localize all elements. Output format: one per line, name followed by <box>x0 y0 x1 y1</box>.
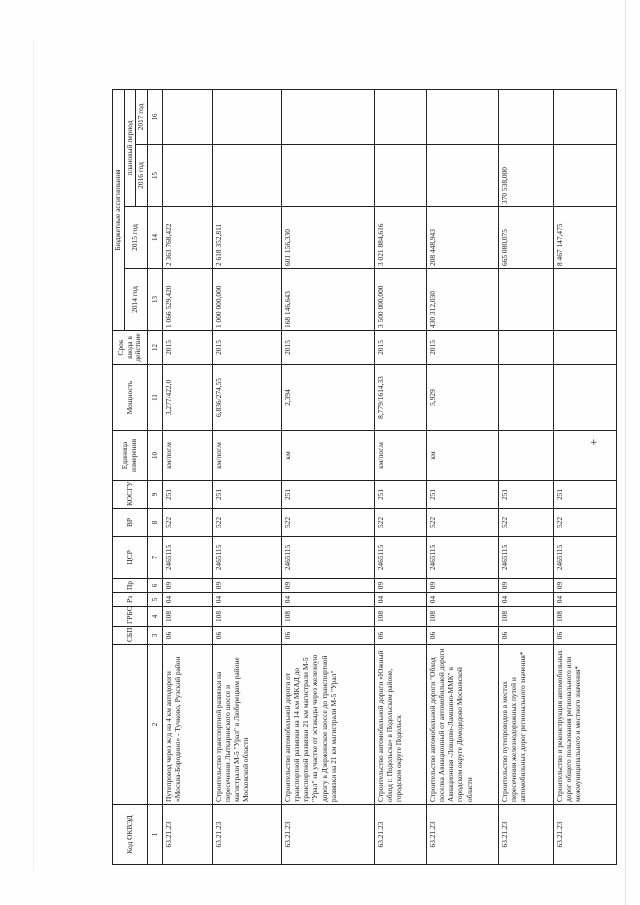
vr-cell: 522 <box>374 509 426 537</box>
code-cell: 63.21.23 <box>426 805 498 865</box>
header-unit: Единица измерения <box>113 431 148 481</box>
header-commissioning: Срок ввода в действие <box>113 331 148 365</box>
colnum: 14 <box>147 207 162 269</box>
vr-cell: 522 <box>498 509 553 537</box>
header-2016: 2016 год <box>136 145 148 207</box>
header-name <box>113 645 148 805</box>
kosgu-cell: 251 <box>426 481 498 509</box>
commissioning-cell: 2015 <box>162 331 212 365</box>
budget-2014-cell: 1 000 000,000 <box>212 269 281 331</box>
header-2014: 2014 год <box>124 269 147 331</box>
budget-2016-cell: 370 538,000 <box>498 145 553 207</box>
colnum: 2 <box>147 645 162 805</box>
object-name-cell: Строительство автомобильной дороги «Южный обход г. Подольска» в Подольском районе, городском округе Подольск <box>374 645 426 805</box>
commissioning-cell: 2015 <box>426 331 498 365</box>
pr-cell: 09 <box>553 579 616 593</box>
budget-2017-cell <box>426 90 498 145</box>
colnum: 6 <box>147 579 162 593</box>
capacity-cell: 3,277/422,0 <box>162 365 212 431</box>
rz-cell: 04 <box>162 593 212 607</box>
object-name-cell: Строительство автомобильной дороги от транспортной развязки на 14 км МКАД до транспортной развязки 21 км магистрали М-5 "Урал" на участке от эстакады через железную дорогу в Дзержинское шоссе до транспортной развязки на 21 км магистрали М-5 "Урал" <box>281 645 374 805</box>
colnum: 7 <box>147 537 162 579</box>
rz-cell: 04 <box>553 593 616 607</box>
budget-2017-cell <box>374 90 426 145</box>
header-kosgu: КОСГУ <box>113 481 148 509</box>
object-name-cell: Строительство путепроводов в местах пересечения железнодорожных путей и автомобильных дорог регионального значения* <box>498 645 553 805</box>
code-cell: 63.21.23 <box>374 805 426 865</box>
table-row <box>426 90 498 865</box>
budget-2015-cell: 3 021 884,616 <box>374 207 426 269</box>
budget-2014-cell <box>553 269 616 331</box>
commissioning-cell: 2015 <box>212 331 281 365</box>
budget-2015-cell: 208 448,943 <box>426 207 498 269</box>
header-code: Код ОКВЭД <box>113 805 148 865</box>
vr-cell: 522 <box>212 509 281 537</box>
table-body <box>162 90 616 865</box>
sbp-cell: 06 <box>498 627 553 645</box>
budget-2017-cell <box>281 90 374 145</box>
code-cell: 63.21.23 <box>498 805 553 865</box>
budget-2015-cell: 665 080,075 <box>498 207 553 269</box>
budget-2016-cell <box>212 145 281 207</box>
header-budget: Бюджетные ассигнования <box>113 90 125 331</box>
budget-2016-cell <box>374 145 426 207</box>
grbs-cell: 108 <box>374 607 426 627</box>
unit-cell: км <box>426 431 498 481</box>
budget-2014-cell <box>498 269 553 331</box>
budget-2015-cell: 2 363 768,422 <box>162 207 212 269</box>
budget-2014-cell: 1 066 529,420 <box>162 269 212 331</box>
commissioning-cell <box>553 331 616 365</box>
grbs-cell: 108 <box>162 607 212 627</box>
commissioning-cell: 2015 <box>374 331 426 365</box>
colnum: 15 <box>147 145 162 207</box>
code-cell: 63.21.23 <box>162 805 212 865</box>
colnum: 3 <box>147 627 162 645</box>
header-pr: Пр <box>113 579 148 593</box>
colnum: 4 <box>147 607 162 627</box>
capacity-cell: 5,929 <box>426 365 498 431</box>
header-rz: Рз <box>113 593 148 607</box>
budget-2014-cell: 168 146,643 <box>281 269 374 331</box>
pr-cell: 09 <box>281 579 374 593</box>
csr-cell: 2465115 <box>162 537 212 579</box>
capacity-cell <box>498 365 553 431</box>
vr-cell: 522 <box>553 509 616 537</box>
kosgu-cell: 251 <box>553 481 616 509</box>
kosgu-cell: 251 <box>281 481 374 509</box>
grbs-cell: 108 <box>498 607 553 627</box>
header-csr: ЦСР <box>113 537 148 579</box>
grbs-cell: 108 <box>212 607 281 627</box>
object-name-cell: Строительство автомобильной дороги "Обход поселка Авиационный от автомобильной дороги Авиационная -Ловцово-Ламшино-ММК" в городском округе Домодедово Московской области <box>426 645 498 805</box>
unit-cell: км/пог.м <box>374 431 426 481</box>
sbp-cell: 06 <box>374 627 426 645</box>
csr-cell: 2465115 <box>426 537 498 579</box>
budget-2017-cell <box>162 90 212 145</box>
colnum: 16 <box>147 90 162 145</box>
object-name-cell: Строительство и реконструкция автомобильных дорог общего пользования регионального или межмуниципального и местного значения* <box>553 645 616 805</box>
csr-cell: 2465115 <box>374 537 426 579</box>
unit-cell <box>553 431 616 481</box>
object-name-cell: Строительство транспортной развязки на пересечении Лыткаринского шоссе и магистрали М-5 "Урал" в Люберецком районе Московской области <box>212 645 281 805</box>
sbp-cell: 06 <box>162 627 212 645</box>
rz-cell: 04 <box>212 593 281 607</box>
pr-cell: 09 <box>162 579 212 593</box>
unit-cell <box>498 431 553 481</box>
budget-2015-cell: 8 467 147,475 <box>553 207 616 269</box>
vr-cell: 522 <box>162 509 212 537</box>
table-row <box>374 90 426 865</box>
capacity-cell: 2,394 <box>281 365 374 431</box>
kosgu-cell: 251 <box>498 481 553 509</box>
table-row <box>212 90 281 865</box>
budget-2016-cell <box>553 145 616 207</box>
budget-2017-cell <box>498 90 553 145</box>
header-2015: 2015 год <box>124 207 147 269</box>
rz-cell: 04 <box>281 593 374 607</box>
header-vr: ВР <box>113 509 148 537</box>
grbs-cell: 108 <box>553 607 616 627</box>
table-row <box>281 90 374 865</box>
budget-2014-cell: 3 500 000,000 <box>374 269 426 331</box>
table-row <box>553 90 616 865</box>
scan-mark: + <box>590 438 598 448</box>
unit-cell: км/пог.м <box>212 431 281 481</box>
commissioning-cell: 2015 <box>281 331 374 365</box>
capacity-cell <box>553 365 616 431</box>
rz-cell: 04 <box>498 593 553 607</box>
pr-cell: 09 <box>374 579 426 593</box>
sbp-cell: 06 <box>212 627 281 645</box>
budget-2016-cell <box>281 145 374 207</box>
sbp-cell: 06 <box>426 627 498 645</box>
kosgu-cell: 251 <box>212 481 281 509</box>
code-cell: 63.21.23 <box>553 805 616 865</box>
budget-2016-cell <box>162 145 212 207</box>
header-planned: плановый период <box>124 90 136 207</box>
colnum: 12 <box>147 331 162 365</box>
object-name-cell: Путепровод через ж/д на 4 км автодороги «Москва-Бородино» - Тучково, Рузский район <box>162 645 212 805</box>
budget-2016-cell <box>426 145 498 207</box>
colnum: 13 <box>147 269 162 331</box>
grbs-cell: 108 <box>281 607 374 627</box>
scan-edge <box>33 40 34 870</box>
budget-2015-cell: 2 618 352,811 <box>212 207 281 269</box>
header-2017: 2017 год <box>136 90 148 145</box>
csr-cell: 2465115 <box>553 537 616 579</box>
colnum: 11 <box>147 365 162 431</box>
colnum: 1 <box>147 805 162 865</box>
commissioning-cell <box>498 331 553 365</box>
table-row <box>162 90 212 865</box>
vr-cell: 522 <box>426 509 498 537</box>
rotated-table-container <box>112 90 622 865</box>
colnum: 9 <box>147 481 162 509</box>
colnum: 8 <box>147 509 162 537</box>
kosgu-cell: 251 <box>162 481 212 509</box>
pr-cell: 09 <box>498 579 553 593</box>
csr-cell: 2465115 <box>281 537 374 579</box>
unit-cell: км <box>281 431 374 481</box>
code-cell: 63.21.23 <box>281 805 374 865</box>
pr-cell: 09 <box>212 579 281 593</box>
code-cell: 63.21.23 <box>212 805 281 865</box>
budget-2017-cell <box>553 90 616 145</box>
scan-edge <box>625 0 626 905</box>
sbp-cell: 06 <box>281 627 374 645</box>
capacity-cell: 8,779/1614,33 <box>374 365 426 431</box>
header-sbp: СБП <box>113 627 148 645</box>
colnum: 5 <box>147 593 162 607</box>
kosgu-cell: 251 <box>374 481 426 509</box>
budget-2015-cell: 601 156,330 <box>281 207 374 269</box>
unit-cell: км/пог.м <box>162 431 212 481</box>
capacity-cell: 6,836/274,55 <box>212 365 281 431</box>
budget-table <box>112 89 617 865</box>
pr-cell: 09 <box>426 579 498 593</box>
rz-cell: 04 <box>374 593 426 607</box>
budget-2014-cell: 430 312,030 <box>426 269 498 331</box>
csr-cell: 2465115 <box>212 537 281 579</box>
table-row <box>498 90 553 865</box>
grbs-cell: 108 <box>426 607 498 627</box>
rz-cell: 04 <box>426 593 498 607</box>
sbp-cell: 06 <box>553 627 616 645</box>
csr-cell: 2465115 <box>498 537 553 579</box>
vr-cell: 522 <box>281 509 374 537</box>
header-capacity: Мощность <box>113 365 148 431</box>
header-grbs: ГРБС <box>113 607 148 627</box>
colnum: 10 <box>147 431 162 481</box>
budget-2017-cell <box>212 90 281 145</box>
